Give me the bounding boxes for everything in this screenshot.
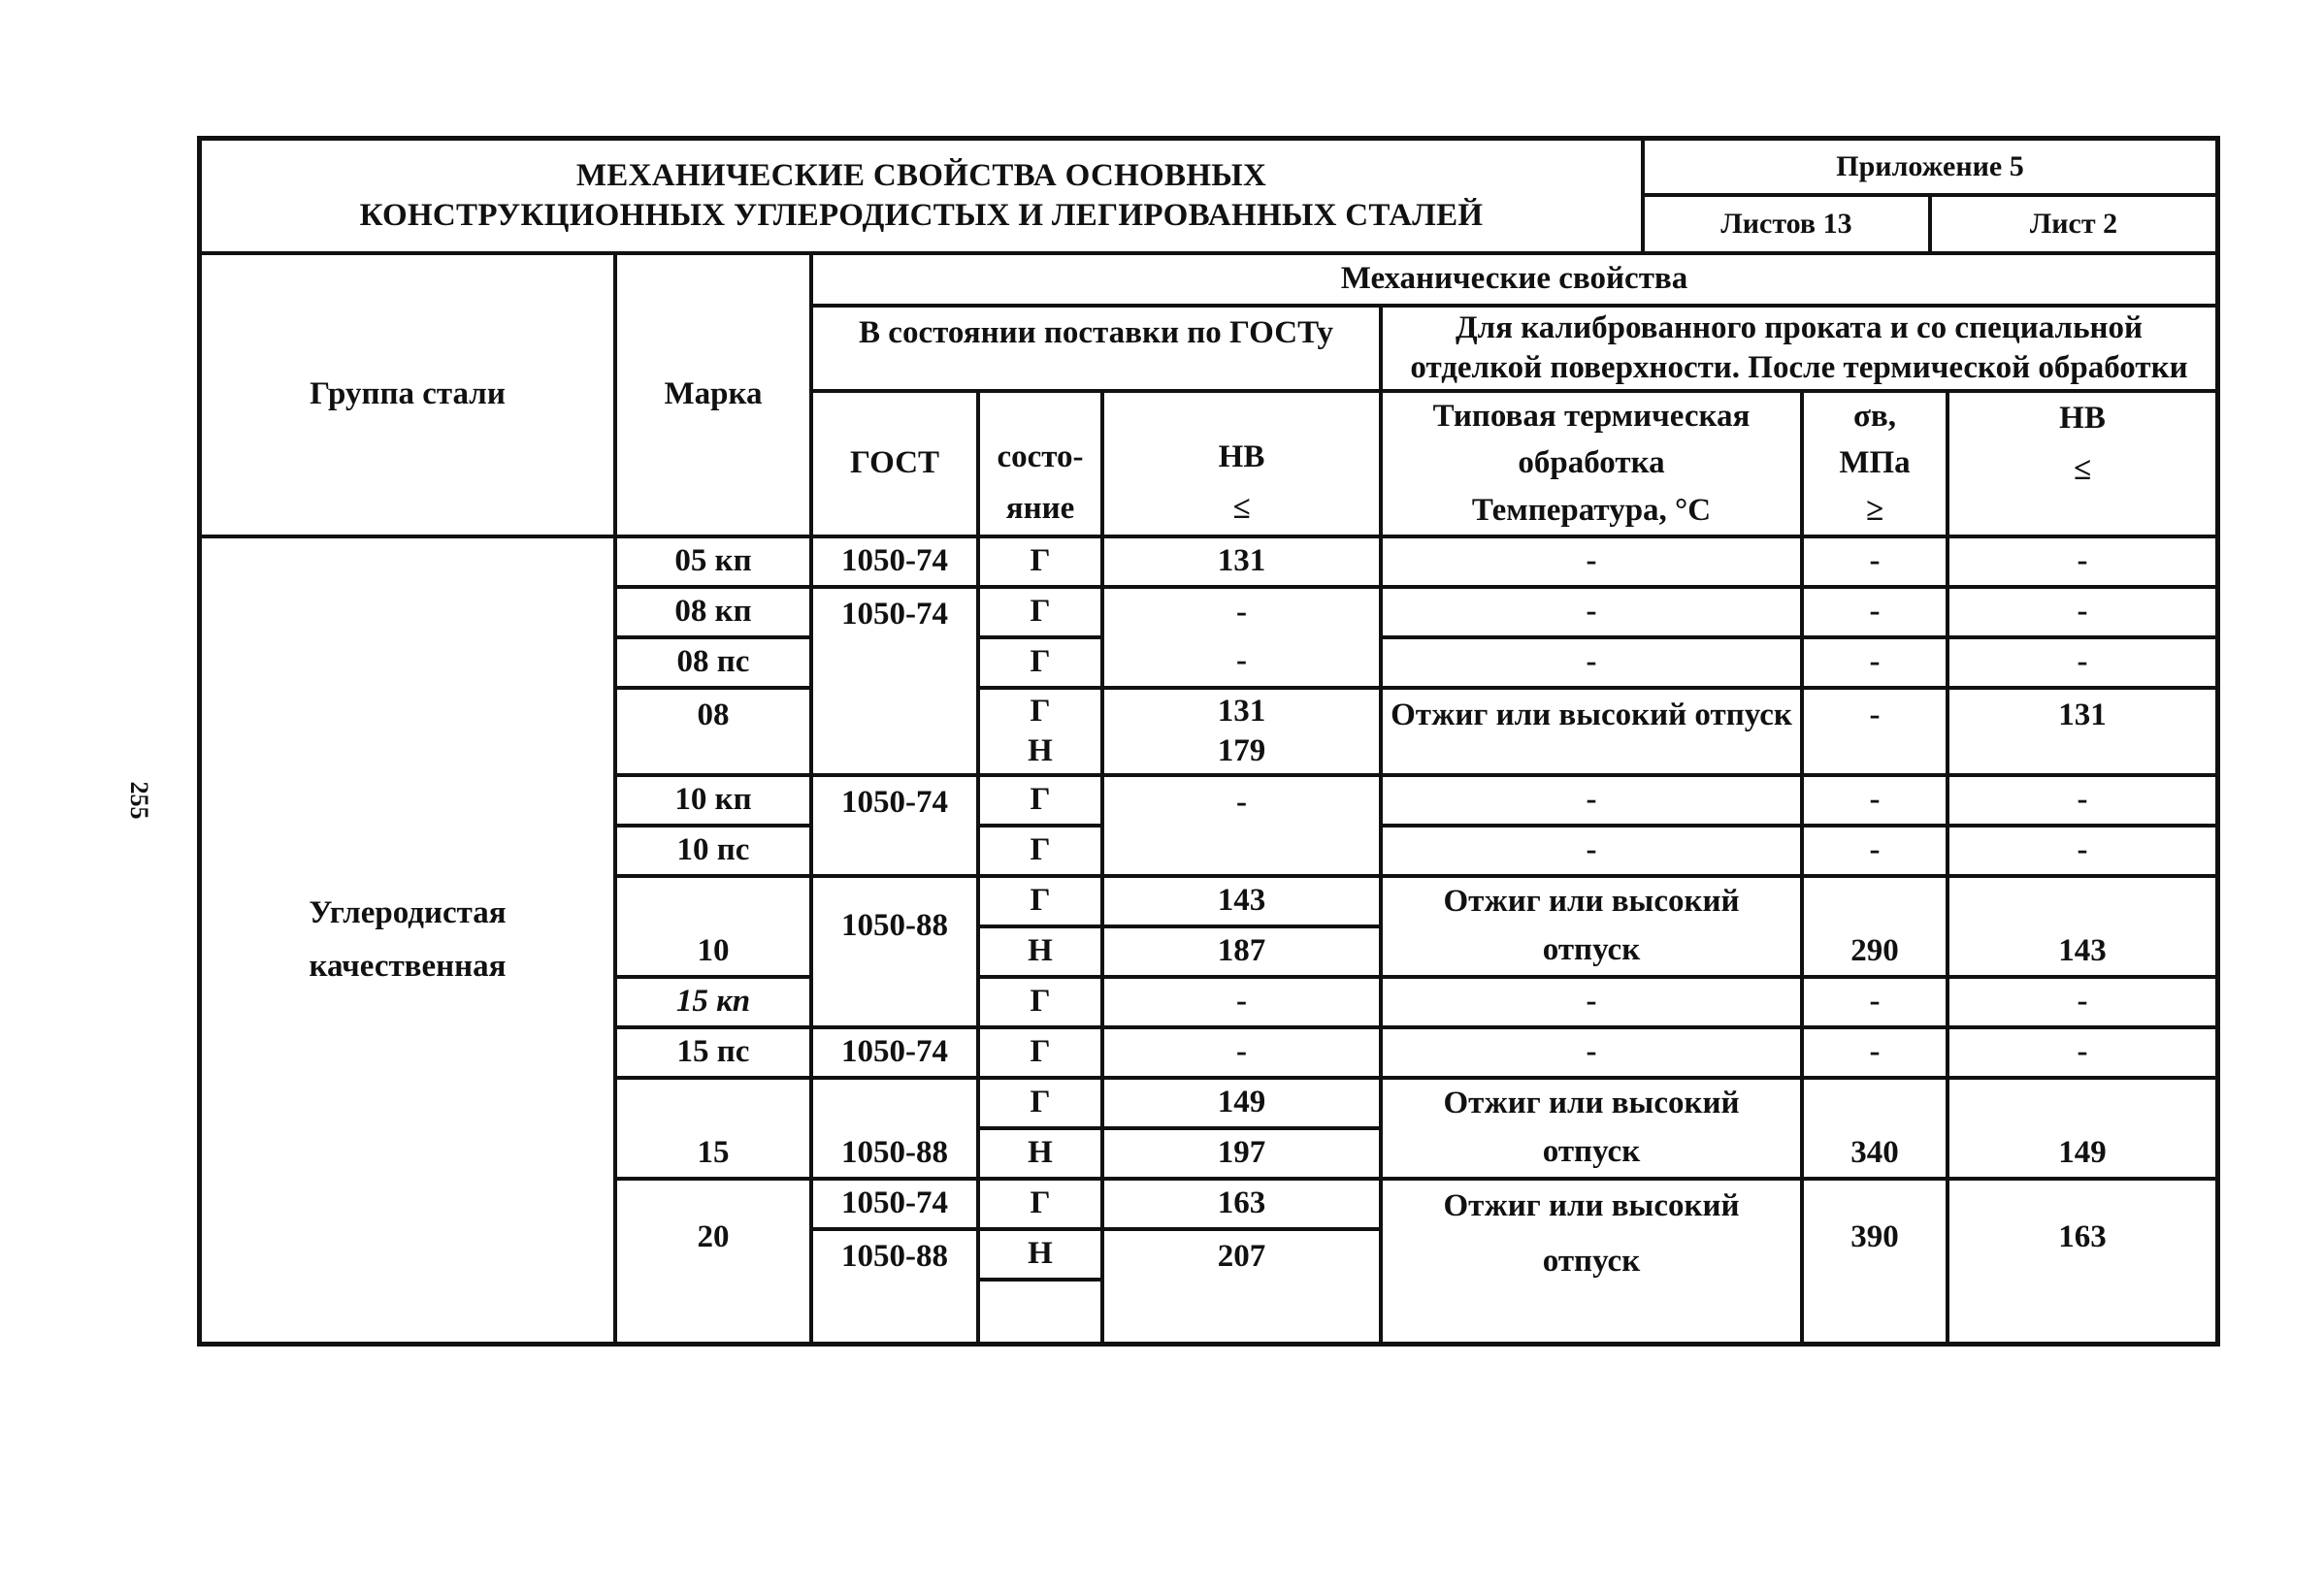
heat-10kp: - <box>1381 775 1802 826</box>
grade-20: 20 <box>615 1179 811 1344</box>
gost-10kp-group: 1050-74 <box>811 775 978 876</box>
gost-15: 1050-88 <box>811 1078 978 1179</box>
state-15-n: Н <box>978 1128 1102 1179</box>
group-name-line1: Углеродистая <box>309 894 507 930</box>
gost-08-group: 1050-74 <box>811 587 978 775</box>
state-20-g: Г <box>978 1179 1102 1229</box>
group-name <box>200 536 615 1344</box>
state-15-g: Г <box>978 1078 1102 1128</box>
heat-15kp: - <box>1381 977 1802 1027</box>
heat-10 <box>1381 876 1802 977</box>
state-05kp: Г <box>978 536 1102 587</box>
header-state <box>978 391 1102 536</box>
header-mech-props: Механические свойства <box>811 253 2217 306</box>
sigma-08ps: - <box>1802 637 1948 688</box>
grade-10ps: 10 пс <box>615 826 811 876</box>
sigma-10: 290 <box>1802 876 1948 977</box>
group-name-line2: качественная <box>309 949 507 984</box>
gost-15ps: 1050-74 <box>811 1027 978 1078</box>
hb-20-n: 207 <box>1102 1229 1381 1344</box>
hb-08-line1: 131 <box>1217 693 1266 729</box>
state-08kp: Г <box>978 587 1102 637</box>
sigma-10kp: - <box>1802 775 1948 826</box>
hb-10-n: 187 <box>1102 926 1381 977</box>
header-gost: ГОСТ <box>811 391 978 536</box>
heat-15 <box>1381 1078 1802 1179</box>
state-15ps: Г <box>978 1027 1102 1078</box>
hb-10kp: - <box>1102 775 1381 876</box>
hb2-15ps: - <box>1948 1027 2217 1078</box>
hb-15-n: 197 <box>1102 1128 1381 1179</box>
hb-15ps: - <box>1102 1027 1381 1078</box>
grade-10: 10 <box>615 876 811 977</box>
appendix-label: Приложение 5 <box>1643 139 2217 195</box>
gost-20-b: 1050-88 <box>811 1229 978 1344</box>
sigma-10ps: - <box>1802 826 1948 876</box>
header-delivery: В состоянии поставки по ГОСТу <box>811 306 1381 391</box>
title-line-1: МЕХАНИЧЕСКИЕ СВОЙСТВА ОСНОВНЫХ <box>575 157 1267 193</box>
sigma-08: - <box>1802 688 1948 775</box>
hb-15-g: 149 <box>1102 1078 1381 1128</box>
heat-10-line2: отпуск <box>1542 932 1641 968</box>
page-number: 255 <box>125 781 153 820</box>
header-sigma-line2: МПа <box>1839 445 1911 481</box>
header-heat-line1: Типовая термическая <box>1432 398 1751 434</box>
grade-10kp: 10 кп <box>615 775 811 826</box>
sigma-15kp: - <box>1802 977 1948 1027</box>
hb2-10: 143 <box>1948 876 2217 977</box>
properties-table <box>197 136 2220 1347</box>
grade-08: 08 <box>615 688 811 775</box>
header-sigma-line1: σв, <box>1852 398 1897 434</box>
state-10ps: Г <box>978 826 1102 876</box>
heat-20 <box>1381 1179 1802 1344</box>
state-10kp: Г <box>978 775 1102 826</box>
gost-20-a: 1050-74 <box>811 1179 978 1229</box>
hb2-10kp: - <box>1948 775 2217 826</box>
heat-15ps: - <box>1381 1027 1802 1078</box>
header-hb <box>1102 391 1381 536</box>
header-hb2-line1: НВ <box>2059 400 2106 436</box>
sheet-current: Лист 2 <box>1930 195 2217 253</box>
state-20-n: Н <box>978 1229 1102 1280</box>
sigma-05kp: - <box>1802 536 1948 587</box>
header-heat-line2: обработка <box>1518 445 1665 481</box>
heat-15-line1: Отжиг или высокий <box>1443 1086 1740 1121</box>
heat-08kp: - <box>1381 587 1802 637</box>
state-20-empty <box>978 1280 1102 1344</box>
hb2-08: 131 <box>1948 688 2217 775</box>
heat-20-line1: Отжиг или высокий <box>1443 1188 1740 1223</box>
hb-10-g: 143 <box>1102 876 1381 926</box>
grade-15kp: 15 кп <box>615 977 811 1027</box>
hb-08kp-value: - <box>1236 595 1247 631</box>
heat-10-line1: Отжиг или высокий <box>1443 884 1740 920</box>
hb2-10ps: - <box>1948 826 2217 876</box>
heat-05kp: - <box>1381 536 1802 587</box>
state-08-line2: Н <box>1028 733 1053 768</box>
heat-15-line2: отпуск <box>1542 1134 1641 1170</box>
grade-05kp: 05 кп <box>615 536 811 587</box>
hb-20-g: 163 <box>1102 1179 1381 1229</box>
header-group: Группа стали <box>200 253 615 536</box>
header-hb2-line2: ≤ <box>2073 451 2092 487</box>
hb-05kp: 131 <box>1102 536 1381 587</box>
heat-08: Отжиг или высокий отпуск <box>1381 688 1802 775</box>
gost-10-group: 1050-88 <box>811 876 978 1027</box>
heat-08ps: - <box>1381 637 1802 688</box>
header-grade: Марка <box>615 253 811 536</box>
hb2-15kp: - <box>1948 977 2217 1027</box>
header-hb-calibrated <box>1948 391 2217 536</box>
state-15kp: Г <box>978 977 1102 1027</box>
header-sigma <box>1802 391 1948 536</box>
header-sigma-line3: ≥ <box>1865 493 1884 529</box>
hb-08 <box>1102 688 1381 775</box>
header-calibrated: Для калиброванного проката и со специальной отделкой поверхности. После термической обработки <box>1381 306 2217 391</box>
hb2-08kp: - <box>1948 587 2217 637</box>
sheets-total: Листов 13 <box>1643 195 1930 253</box>
header-hb-line2: ≤ <box>1232 490 1251 526</box>
title-line-2: КОНСТРУКЦИОННЫХ УГЛЕРОДИСТЫХ И ЛЕГИРОВАННЫХ СТАЛЕЙ <box>359 198 1484 233</box>
grade-15ps: 15 пс <box>615 1027 811 1078</box>
sigma-08kp: - <box>1802 587 1948 637</box>
sigma-20: 390 <box>1802 1179 1948 1344</box>
state-08-line1: Г <box>1030 693 1051 729</box>
table-title <box>200 139 1643 253</box>
header-heat-treatment <box>1381 391 1802 536</box>
sigma-15: 340 <box>1802 1078 1948 1179</box>
grade-15: 15 <box>615 1078 811 1179</box>
hb2-05kp: - <box>1948 536 2217 587</box>
hb-15kp: - <box>1102 977 1381 1027</box>
hb-08ps-value: - <box>1236 643 1247 679</box>
grade-08kp: 08 кп <box>615 587 811 637</box>
heat-10ps: - <box>1381 826 1802 876</box>
gost-05kp: 1050-74 <box>811 536 978 587</box>
sigma-15ps: - <box>1802 1027 1948 1078</box>
header-state-line2: яние <box>1005 490 1075 526</box>
hb-08kp <box>1102 587 1381 688</box>
state-10-g: Г <box>978 876 1102 926</box>
hb-08-line2: 179 <box>1217 733 1266 768</box>
hb2-08ps: - <box>1948 637 2217 688</box>
heat-20-line2: отпуск <box>1542 1244 1641 1280</box>
header-state-line1: состо- <box>997 438 1084 474</box>
state-10-n: Н <box>978 926 1102 977</box>
state-08 <box>978 688 1102 775</box>
hb2-15: 149 <box>1948 1078 2217 1179</box>
header-hb-line1: НВ <box>1218 438 1265 474</box>
state-08ps: Г <box>978 637 1102 688</box>
header-heat-line3: Температура, °С <box>1471 493 1712 529</box>
hb2-20: 163 <box>1948 1179 2217 1344</box>
grade-08ps: 08 пс <box>615 637 811 688</box>
